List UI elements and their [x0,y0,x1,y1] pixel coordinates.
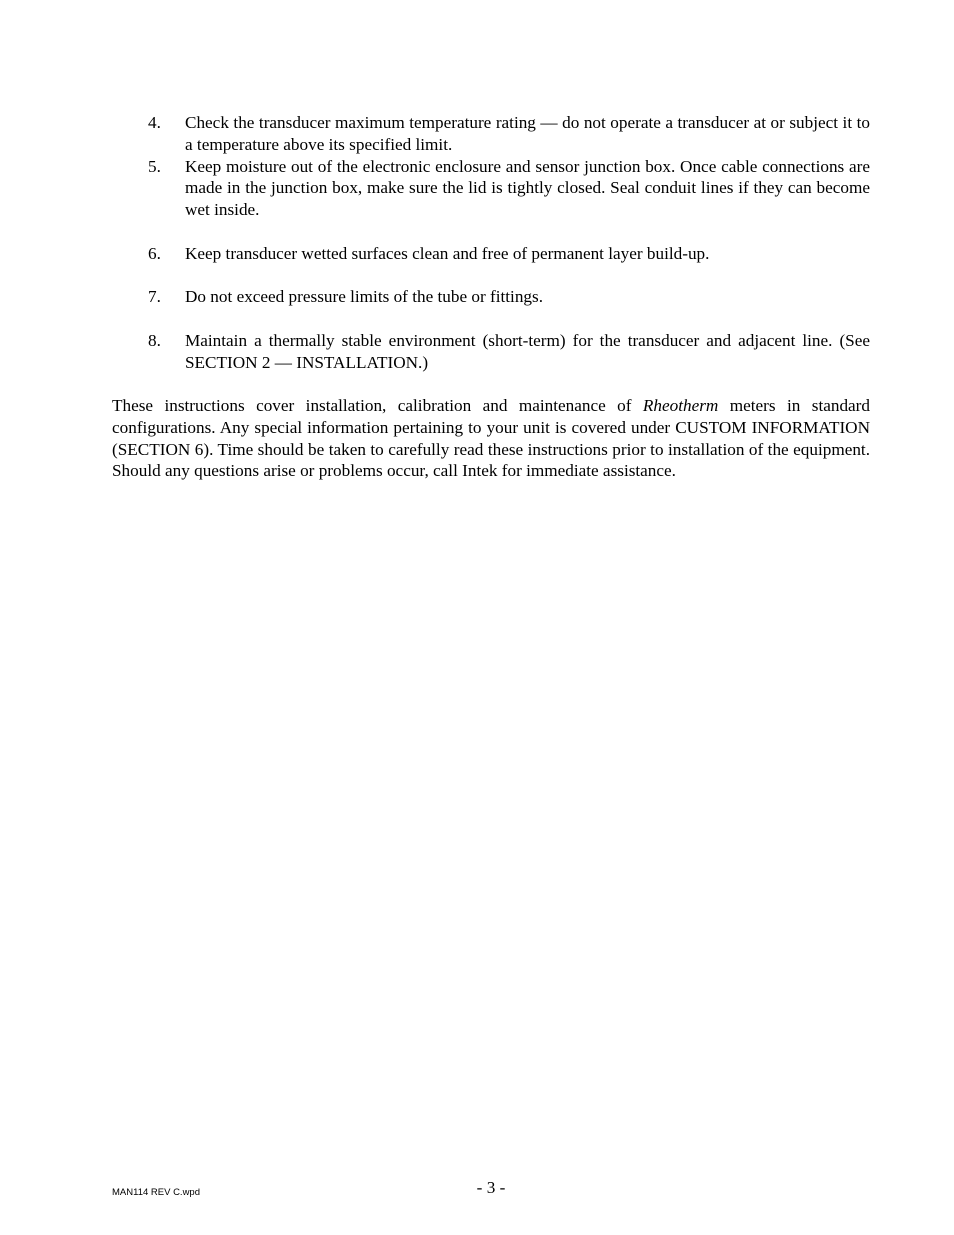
list-item-number: 8. [148,330,161,350]
list-item [112,286,870,308]
list-item-number: 7. [148,287,161,307]
list-spacer [112,265,870,287]
list-item-number: 4. [148,113,161,132]
list-item-text: Do not exceed pressure limits of the tube or fittings. [185,287,543,307]
list-item [112,156,870,221]
list-item-number: 5. [148,156,161,176]
list-spacer [112,308,870,330]
list-item-text: Keep transducer wetted surfaces clean and free of permanent layer build-up. [185,243,710,263]
intro-paragraph [112,395,870,482]
product-name: Rheotherm [642,396,719,415]
list-item [112,243,870,265]
paragraph-text-end: meters in standard configurations. Any special information pertaining to your unit is covered under CUSTOM INFORMATION (SECTION 6). Time should be taken to carefully read these instructions prior to installation of the equipment. Should any questions arise or problems occur, call Intek for immediate assistance. [112,396,870,481]
paragraph-text-start: These instructions cover installation, calibration and maintenance of [112,396,643,415]
list-item [112,330,870,374]
instruction-list [112,112,870,374]
list-item-text: Maintain a thermally stable environment (short-term) for the transducer and adjacent line. (See SECTION 2 — INSTALLATION.) [185,330,870,372]
footer-file-name: MAN114 REV C.wpd [112,1187,200,1198]
list-item [112,112,870,156]
list-item-number: 6. [148,243,161,263]
list-item-text: Keep moisture out of the electronic enclosure and sensor junction box. Once cable connections are made in the junction box, make sure the lid is tightly closed. Seal conduit lines if they can become wet inside. [185,156,870,220]
footer-page-number: - 3 - [476,1178,506,1197]
list-spacer [112,221,870,243]
list-item-text: Check the transducer maximum temperature rating — do not operate a transducer at or subject it to a temperature above its specified limit. [185,113,870,154]
